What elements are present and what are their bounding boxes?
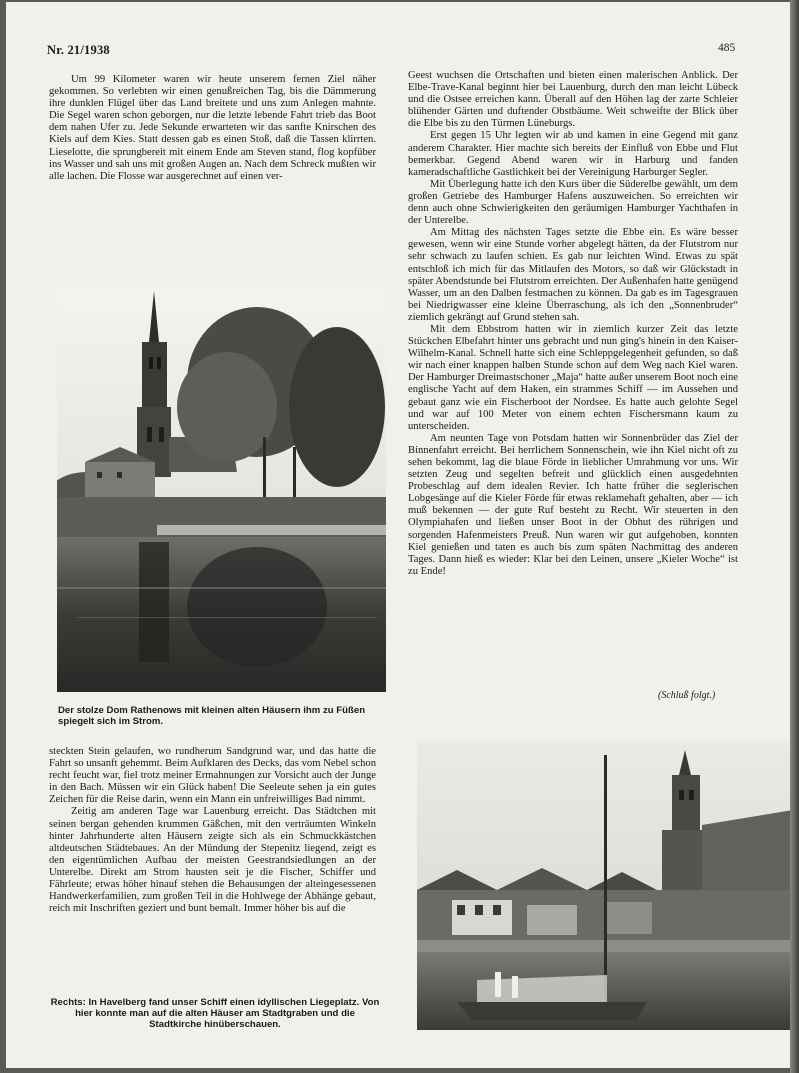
paragraph: Am Mittag des nächsten Tages setzte die Ebbe ein. Es wäre besser gewesen, wenn wir eine Stunde vorher abgelegt hätten, da der Flutstrom nur sehr schwach zu laufen schien. Es gab nur leichten Wind. Etwas zu spät entschloß ich mich für das Mitlaufen des Motors, so daß wir Glückstadt in später Abendstunde bei Flutstrom erreichten. Der Außenhafen hatte genügend Wasser, um an den Dalben festmachen zu können. Da gab es im Tagesgrauen bei Niedrigwasser eine kleine Überraschung, als ich den „Sonnenbruder“ ziemlich gekrängt auf Grund stehen sah. [408, 227, 738, 323]
to-be-continued-note: (Schluß folgt.) [658, 690, 716, 701]
paragraph: Um 99 Kilometer waren wir heute unserem fernen Ziel näher gekommen. So verlebten wir einen genußreichen Tag, bis die Dämmerung ihre dunklen Flügel über das Land breitete und uns zum Anlegen mahnte. Die Segel waren schon geborgen, nur die letzte lebende Fahrt trieb das Boot dem nahen Ufer zu. Jede Sekunde erwarteten wir das sanfte Knirschen des Kiels auf dem Kies. Statt dessen gab es einen Stoß, daß die Tassen klirrten. Lieselotte, die sprungbereit mit einem Ende am Steven stand, flog kopfüber ins Wasser und sah uns mit großen Augen an. Nach dem Schreck mußten wir alle lachen. Die Flosse war ausgerechnet auf einen ver- [49, 74, 376, 182]
paragraph: Zeitig am anderen Tage war Lauenburg erreicht. Das Städtchen mit seinen bergan gehenden krummen Gäßchen, mit den verträumten Winkeln hinter Jahrhunderte alten Häusern zeigte sich als ein Schmuckkästchen altdeutschen Städtebaues. An der Mündung der Stepenitz liegend, zeigt es den eigentümlichen Aufbau der meisten Geestrandsiedlungen an der Unterelbe. Direkt am Strom hausten seit je die Fischer, Schiffer und Fährleute; etwas höher hinauf stehen die Behausungen der alteingesessenen Handwerkerfamilien, zum großen Teil in die Hohlwege der Abhänge gebaut, reich mit Inschriften geziert und bunt bemalt. Immer höher bis auf die [49, 806, 376, 915]
paragraph: Am neunten Tage von Potsdam hatten wir Sonnenbrüder das Ziel der Binnenfahrt erreicht. Bei herrlichem Sonnenschein, wie ihn Kiel nicht oft zu sehen bekommt, lag die blaue Förde in lieblicher Umrahmung vor uns. Wir setzten Zeug und segelten befreit und glücklich einen ausgedehnten Probeschlag auf dem idealen Revier. Ich hatte früher die seglerischen Lobgesänge auf die Kieler Förde für etwas reklamehaft gehalten, aber — ich muß bekennen — der gute Ruf besteht zu Recht. Wir steuerten in den Olympiahafen und ließen unser Boot in der Obhut des rührigen und sorgenden Hafenmeisters Preuß. Nun waren wir gut aufgehoben, konnten Kiel genießen und taten es auch bis zum späten Nachmittag des anderen Tages. Dann hieß es wieder: Klar bei den Leinen, unsere „Kieler Woche“ ist zu Ende! [408, 432, 738, 577]
photo-havelberg-harbour [417, 740, 790, 1030]
paragraph: steckten Stein gelaufen, wo rundherum Sandgrund war, und das hatte die Fahrt so unsanft gehemmt. Beim Aufklaren des Decks, das vom Nebel schon recht feucht war, fiel trotz meiner Ermahnungen zur Vorsicht auch der Junge in den Bach. Müssen wir ein Glück haben! Die Seeleute sehen ja ein gutes Zeichen für die Reise darin, wenn ein Mann ein unfreiwilliges Bad nimmt. [49, 746, 376, 806]
text-column-left-bottom [49, 746, 376, 915]
text-column-left-top [49, 74, 376, 183]
photo-rathenow-cathedral [57, 287, 386, 692]
paragraph: Geest wuchsen die Ortschaften und bieten einen malerischen Anblick. Der Elbe-Trave-Kanal beginnt hier bei Lauenburg, durch den man leicht Lübeck und die Ostsee erreichen kann. Überall auf den Höhen lag der zarte Schleier blühender Gärten und duftender Obstbäume. Weit schweifte der Blick über die Elbe bis zu den Türmen Lüneburgs. [408, 70, 738, 130]
magazine-page [6, 2, 790, 1068]
page-number: 485 [718, 42, 736, 54]
paragraph: Erst gegen 15 Uhr legten wir ab und kamen in eine Gegend mit ganz anderem Charakter. Hier machte sich bereits der Einfluß von Ebbe und Flut bemerkbar. Gegend Abend waren wir in Harburg und fanden kameradschaftliche Gastlichkeit bei der Vereinigung Harburger Segler. [408, 130, 738, 178]
issue-number: Nr. 21/1938 [47, 43, 110, 57]
paragraph: Mit Überlegung hatte ich den Kurs über die Süderelbe gewählt, um dem großen Getriebe des Hamburger Hafens auszuweichen. So erreichten wir denn auch ohne Schwierigkeiten den geräumigen Hamburger Yachthafen in der Unterelbe. [408, 178, 738, 227]
paragraph: Mit dem Ebbstrom hatten wir in ziemlich kurzer Zeit das letzte Stückchen Elbefahrt hinter uns gebracht und nun ging's hinein in den Kaiser-Wilhelm-Kanal. Schnell hatte sich eine Schleppgelegenheit gefunden, so daß wir nach einer knappen halben Stunde schon auf dem Weg nach Kiel waren. Der Hamburger Dreimastschoner „Maja“ hatte außer unserem Boot noch eine englische Yacht auf dem Haken, ein strammes Schiff — im Aussehen und gebaut ganz wie ein Fischerboot der Nordsee. Es hatte auch gelohte Segel und war auf 100 Meter von einem echten Fischersmann kaum zu unterscheiden. [408, 323, 738, 432]
text-column-right [408, 70, 738, 578]
photo-caption-havelberg: Rechts: In Havelberg fand unser Schiff einen idyllischen Liegeplatz. Von hier konnte man auf die alten Häuser am Stadtgraben und die Stadtkirche hinüberschauen. [50, 997, 380, 1030]
photo-caption-rathenow: Der stolze Dom Rathenows mit kleinen alten Häusern ihm zu Füßen spiegelt sich im Strom. [58, 705, 366, 727]
page-edge-shadow [790, 0, 799, 1073]
